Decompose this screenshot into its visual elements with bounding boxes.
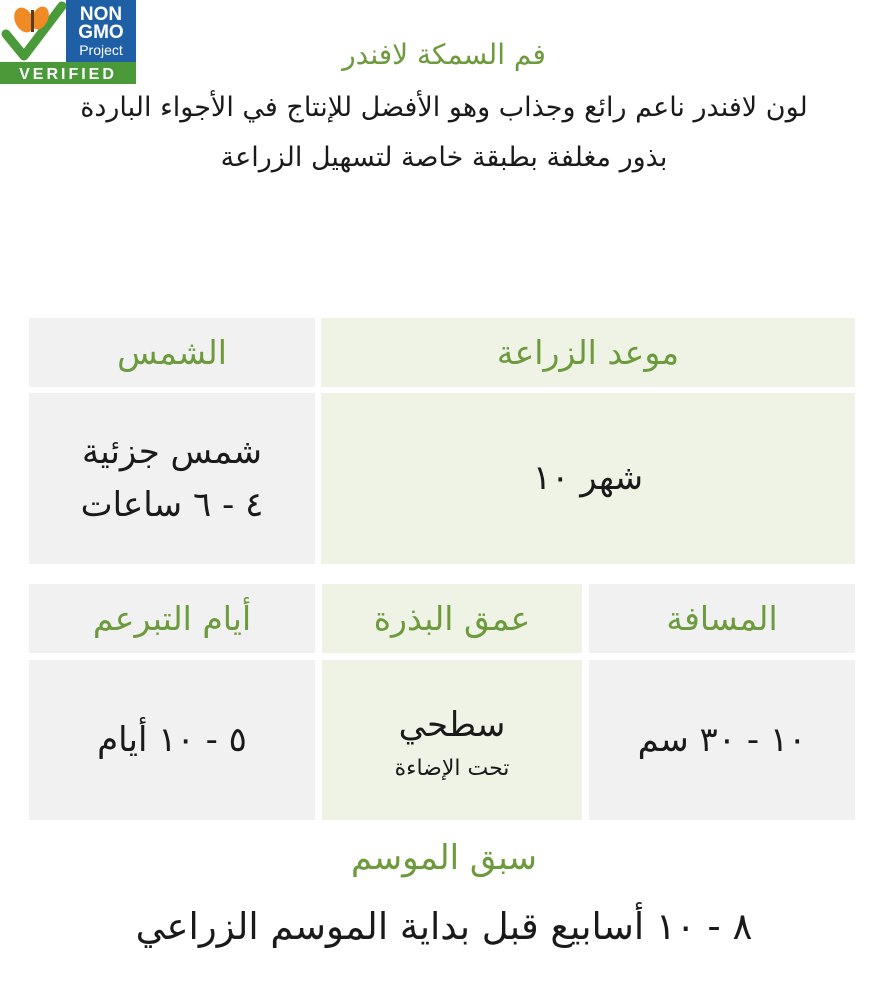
germination-label: أيام التبرعم (92, 599, 252, 638)
logo-text-verified: VERIFIED (19, 66, 117, 83)
season-start-title: سبق الموسم (350, 838, 538, 878)
product-description-line-2: بذور مغلفة بطبقة خاصة لتسهيل الزراعة (220, 142, 668, 173)
planting-time-value: شهر ١٠ (532, 458, 644, 499)
seed-depth-note: تحت الإضاءة (394, 755, 510, 781)
logo-text-gmo: GMO (78, 22, 124, 43)
product-title: فم السمكة لافندر (342, 38, 546, 71)
spacing-cell (589, 660, 855, 820)
germination-header (29, 584, 315, 653)
seed-depth-cell (322, 660, 582, 820)
planting-time-label: موعد الزراعة (496, 333, 680, 372)
logo-text-non: NON (79, 4, 123, 25)
germination-value: ٥ - ١٠ أيام (97, 719, 247, 760)
sun-label: الشمس (117, 333, 227, 372)
sun-cell (29, 393, 315, 564)
spacing-header (589, 584, 855, 653)
seed-depth-header (322, 584, 582, 653)
spacing-value: ١٠ - ٣٠ سم (637, 719, 807, 760)
sun-value-type: شمس جزئية (81, 431, 263, 472)
spacing-label: المسافة (666, 599, 778, 638)
product-description-line-1: لون لافندر ناعم رائع وجذاب وهو الأفضل للإنتاج في الأجواء الباردة (80, 92, 808, 123)
planting-time-cell (321, 393, 855, 564)
sun-header (29, 318, 315, 387)
seed-depth-label: عمق البذرة (373, 599, 531, 638)
season-start-value: ٨ - ١٠ أسابيع قبل بداية الموسم الزراعي (135, 905, 753, 948)
planting-time-header (321, 318, 855, 387)
logo-text-project: Project (79, 42, 123, 58)
sun-value-hours: ٤ - ٦ ساعات (80, 484, 264, 525)
germination-cell (29, 660, 315, 820)
seed-depth-value: سطحي (398, 705, 506, 746)
